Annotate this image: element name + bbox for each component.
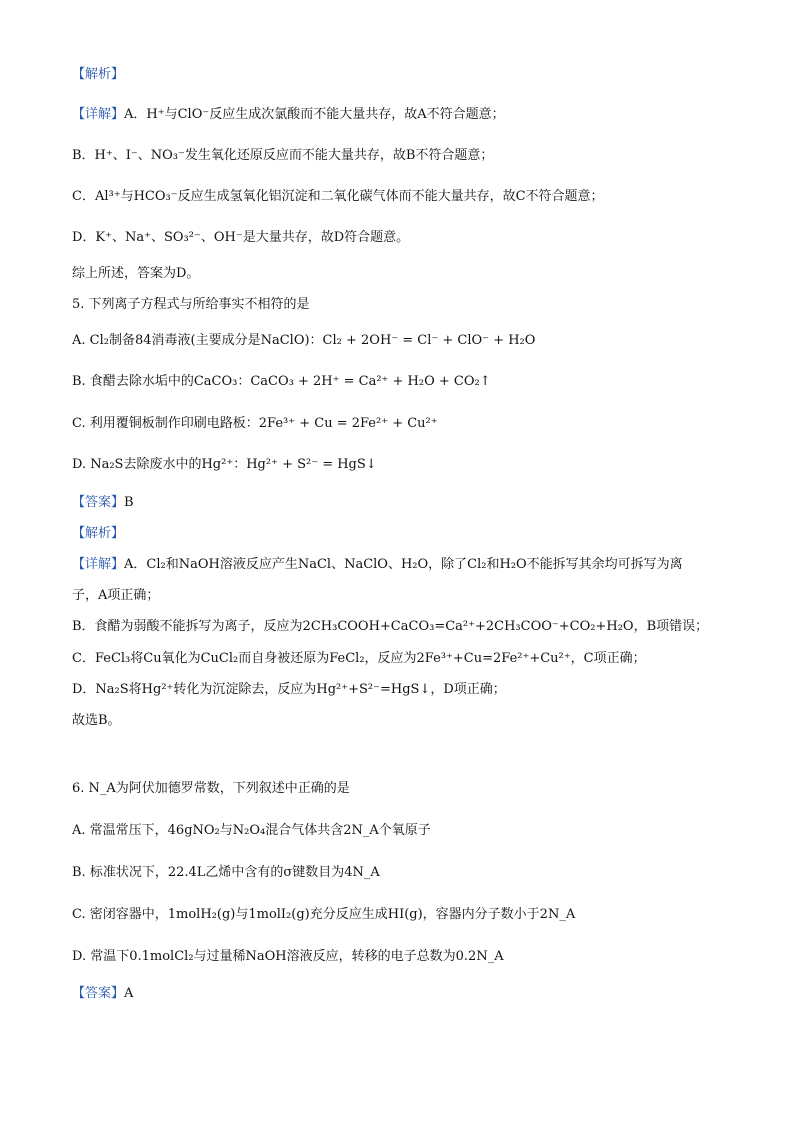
analysis-tag: 【解析】 (72, 67, 125, 82)
block1-option-b: B．H⁺、I⁻、NO₃⁻发生氧化还原反应而不能大量共存，故B不符合题意； (72, 148, 494, 163)
q5-option-c: C. 利用覆铜板制作印刷电路板：2Fe³⁺ + Cu = 2Fe²⁺ + Cu²⁺ (72, 416, 438, 431)
q5-option-d: D. Na₂S去除废水中的Hg²⁺：Hg²⁺ + S²⁻ = HgS↓ (72, 457, 377, 472)
q5-answer-value: B (124, 495, 134, 510)
block1-option-c: C．Al³⁺与HCO₃⁻反应生成氢氧化铝沉淀和二氧化碳气体而不能大量共存，故C不符合题意； (72, 189, 604, 204)
q5-detail-a1 (72, 556, 683, 574)
q6-answer-value: A (124, 986, 134, 1001)
q5-detail-a1-text: A．Cl₂和NaOH溶液反应产生NaCl、NaClO、H₂O，除了Cl₂和H₂O不能拆写其余均可拆写为离 (124, 557, 683, 572)
q5-conclusion: 故选B。 (72, 713, 121, 728)
q5-option-a: A. Cl₂制备84消毒液(主要成分是NaClO)：Cl₂ + 2OH⁻ = Cl⁻ + ClO⁻ + H₂O (72, 333, 536, 348)
q6-option-a: A. 常温常压下，46gNO₂与N₂O₄混合气体共含2N_A个氧原子 (72, 823, 431, 838)
q5-stem: 5. 下列离子方程式与所给事实不相符的是 (72, 297, 310, 312)
detail-tag: 【详解】 (72, 107, 125, 122)
q5-detail-c: C．FeCl₃将Cu氧化为CuCl₂而自身被还原为FeCl₂，反应为2Fe³⁺+Cu=2Fe²⁺+Cu²⁺，C项正确； (72, 651, 646, 666)
answer-tag: 【答案】 (72, 495, 125, 510)
q5-detail-d: D．Na₂S将Hg²⁺转化为沉淀除去，反应为Hg²⁺+S²⁻=HgS↓，D项正确； (72, 682, 506, 697)
q5-detail-b: B．食醋为弱酸不能拆写为离子，反应为2CH₃COOH+CaCO₃=Ca²⁺+2CH₃COO⁻+CO₂+H₂O，B项错误； (72, 619, 709, 634)
q5-detail-tag: 【详解】 (72, 557, 125, 572)
q5-answer-line (72, 494, 134, 512)
q6-stem: 6. N_A为阿伏加德罗常数，下列叙述中正确的是 (72, 781, 350, 796)
block1-a-text: A．H⁺与ClO⁻反应生成次氯酸而不能大量共存，故A不符合题意； (124, 107, 505, 122)
q6-answer-tag: 【答案】 (72, 986, 125, 1001)
q6-option-d: D. 常温下0.1molCl₂与过量稀NaOH溶液反应，转移的电子总数为0.2N_A (72, 949, 504, 964)
q5-detail-a2: 子，A项正确； (72, 588, 160, 603)
q6-option-c: C. 密闭容器中，1molH₂(g)与1molI₂(g)充分反应生成HI(g)，容器内分子数小于2N_A (72, 907, 576, 922)
block1-option-a (72, 106, 505, 124)
q5-option-b: B. 食醋去除水垢中的CaCO₃：CaCO₃ + 2H⁺ = Ca²⁺ + H₂O + CO₂↑ (72, 374, 491, 389)
q6-option-b: B. 标准状况下，22.4L乙烯中含有的σ键数目为4N_A (72, 865, 380, 880)
block1-summary: 综上所述，答案为D。 (72, 266, 200, 281)
block1-option-d: D．K⁺、Na⁺、SO₃²⁻、OH⁻是大量共存，故D符合题意。 (72, 230, 410, 245)
q5-analysis-tag: 【解析】 (72, 526, 125, 541)
q6-answer-line (72, 985, 133, 1003)
